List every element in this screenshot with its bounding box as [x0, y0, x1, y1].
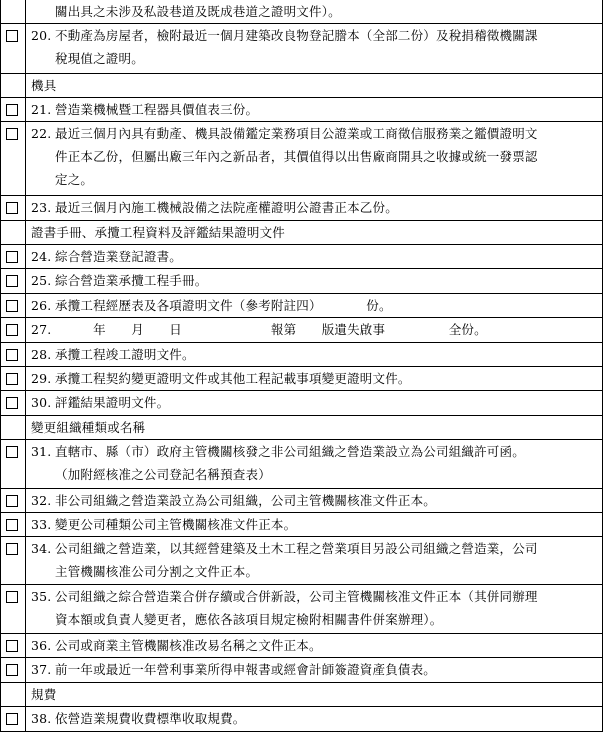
item-line-text: 公司或商業主管機關核准改易名稱之文件正本。: [55, 638, 322, 653]
checklist-item-row: [0, 537, 603, 585]
item-checkbox[interactable]: [6, 713, 18, 725]
item-line: [31, 634, 597, 657]
item-line: [31, 513, 597, 536]
item-checkbox[interactable]: [6, 519, 18, 531]
item-line-continued: [31, 168, 597, 191]
checklist-item-text: [31, 318, 597, 341]
checklist-item-row: [0, 24, 603, 74]
checklist-item-text: [31, 513, 597, 536]
checklist-item-text: [31, 367, 597, 390]
item-number: 38.: [31, 711, 52, 726]
checklist-item-row: [0, 196, 603, 221]
item-checkbox[interactable]: [6, 640, 18, 652]
item-line-text: 最近三個月內具有動產、機具設備鑑定業務項目公證業或工商徵信服務業之鑑價證明文: [55, 126, 538, 141]
section-heading-row: [0, 74, 603, 98]
item-number: 20.: [31, 28, 52, 43]
section-heading-row: [0, 221, 603, 245]
item-number: 35.: [31, 589, 52, 604]
item-line-continued: [31, 463, 597, 486]
checklist-item-row: [0, 585, 603, 634]
item-line-continued: [31, 145, 597, 168]
item-line: [31, 318, 597, 341]
item-line-text: 變更公司種類公司主管機關核准文件正本。: [55, 517, 297, 532]
item-number: 26.: [31, 298, 52, 313]
checklist-item-text: [31, 343, 597, 366]
item-checkbox[interactable]: [6, 251, 18, 263]
item-line-continued: [31, 608, 597, 631]
checklist-item-row: [0, 513, 603, 537]
item-line: [31, 489, 597, 512]
checklist-item-text: [31, 98, 597, 121]
item-line-text: 公司組織之綜合營造業合併存續或合併新設，公司主管機關核准文件正本（其併同辦理: [55, 589, 538, 604]
checklist-item-row: [0, 294, 603, 318]
item-line-text: 件正本乙份，但屬出廠三年內之新品者，其價值得以出售廠商開具之收據或統一發票認: [55, 149, 538, 164]
checklist-item-text: [31, 634, 597, 657]
checklist-item-text: [31, 24, 597, 70]
item-checkbox[interactable]: [6, 104, 18, 116]
section-heading-label: 規費: [31, 687, 57, 702]
section-heading: [31, 74, 597, 97]
item-number: 27.: [31, 322, 52, 337]
item-checkbox[interactable]: [6, 591, 18, 603]
checklist-item-text: [31, 658, 597, 681]
item-checkbox[interactable]: [6, 373, 18, 385]
item-line-text: 稅現值之證明。: [55, 51, 144, 66]
item-line: [31, 537, 597, 560]
checklist-item-row: [0, 440, 603, 489]
checklist-item-text: [31, 269, 597, 292]
section-heading: [31, 683, 597, 706]
item-number: 28.: [31, 347, 52, 362]
item-checkbox[interactable]: [6, 30, 18, 42]
checklist-item-row: [0, 391, 603, 416]
item-number: 23.: [31, 200, 52, 215]
checklist-item-row: [0, 245, 603, 269]
item-line: [31, 196, 597, 219]
item-line-text: 營造業機械暨工程器具價值表三份。: [55, 102, 259, 117]
item-line-text: 承攬工程經歷表及各項證明文件（參考附註四） 份。: [55, 298, 392, 313]
item-number: 31.: [31, 444, 52, 459]
item-checkbox[interactable]: [6, 543, 18, 555]
item-number: 22.: [31, 126, 52, 141]
item-number: 29.: [31, 371, 52, 386]
checklist-item-text: [31, 537, 597, 583]
item-checkbox[interactable]: [6, 397, 18, 409]
checklist-item-text: [31, 391, 597, 414]
item-checkbox[interactable]: [6, 324, 18, 336]
checklist-item-row: [0, 634, 603, 658]
section-heading: [31, 416, 597, 439]
item-line: [31, 122, 597, 145]
item-number: 33.: [31, 517, 52, 532]
item-line: [31, 24, 597, 47]
item-line-continued: [31, 47, 597, 70]
checklist-item-text: [31, 122, 597, 191]
section-heading-row: [0, 416, 603, 440]
item-line-text: 直轄市、縣（市）政府主管機關核發之非公司組織之營造業設立為公司組織許可函。: [55, 444, 525, 459]
item-checkbox[interactable]: [6, 495, 18, 507]
checklist-item-text: [31, 294, 597, 317]
item-checkbox[interactable]: [6, 300, 18, 312]
item-line: [31, 98, 597, 121]
item-line-text: 評鑑結果證明文件。: [55, 395, 170, 410]
item-line-text: 不動產為房屋者，檢附最近一個月建築改良物登記謄本（全部二份）及稅捐稽徵機關課: [55, 28, 538, 43]
item-line: [31, 367, 597, 390]
item-number: 25.: [31, 273, 52, 288]
item-line-text: 前一年或最近一年營利事業所得申報書或經會計師簽證資產負債表。: [55, 662, 437, 677]
item-number: 34.: [31, 541, 52, 556]
item-line-text: 承攬工程竣工證明文件。: [55, 347, 195, 362]
checklist-item-text: [31, 489, 597, 512]
item-line-text: 非公司組織之營造業設立為公司組織，公司主管機關核准文件正本。: [55, 493, 437, 508]
item-number: 30.: [31, 395, 52, 410]
item-line-text: 綜合營造業承攬工程手冊。: [55, 273, 208, 288]
checklist-item-text: [31, 707, 597, 730]
item-line: [31, 658, 597, 681]
checklist-item-text: [31, 196, 597, 219]
checklist-item-row: [0, 707, 603, 732]
checklist-item-row: [0, 489, 603, 513]
checklist-item-row: [0, 367, 603, 391]
checklist-item-row: [0, 122, 603, 196]
item-number: 24.: [31, 249, 52, 264]
item-number: 32.: [31, 493, 52, 508]
item-line-text: 承攬工程契約變更證明文件或其他工程記載事項變更證明文件。: [55, 371, 411, 386]
item-number: 36.: [31, 638, 52, 653]
item-line: [31, 343, 597, 366]
section-heading-label: 變更組織種類或名稱: [31, 420, 146, 435]
checklist-item-row: [0, 269, 603, 294]
item-number: 37.: [31, 662, 52, 677]
item-checkbox[interactable]: [6, 202, 18, 214]
checklist-item-row: [0, 318, 603, 343]
item-line: [31, 245, 597, 268]
section-heading-row: [0, 683, 603, 707]
checklist-item-text: [31, 585, 597, 631]
checklist-item-row: [0, 98, 603, 122]
item-line: [31, 440, 597, 463]
checklist-item-row: [0, 658, 603, 683]
item-line-text: 年 月 日 報第 版遺失啟事 全份。: [55, 322, 487, 337]
continuation-row: [0, 0, 603, 24]
item-checkbox[interactable]: [6, 128, 18, 140]
continuation-text: 關出具之未涉及私設巷道及既成巷道之證明文件）。: [55, 4, 341, 19]
item-checkbox[interactable]: [6, 664, 18, 676]
item-checkbox[interactable]: [6, 446, 18, 458]
item-number: 21.: [31, 102, 52, 117]
section-heading-label: 證書手冊、承攬工程資料及評鑑結果證明文件: [31, 225, 286, 240]
checklist-item-text: [31, 440, 597, 486]
checklist-item-text: [31, 245, 597, 268]
item-line-continued: [31, 560, 597, 583]
item-line: [31, 294, 597, 317]
checklist-item-row: [0, 343, 603, 367]
item-line-text: （加附經核准之公司登記名稱預查表）: [55, 467, 271, 482]
item-line: [31, 391, 597, 414]
item-line: [31, 585, 597, 608]
item-line-text: 主管機關核准公司分割之文件正本。: [55, 564, 259, 579]
item-checkbox[interactable]: [6, 275, 18, 287]
section-heading: [31, 221, 597, 244]
item-line-text: 綜合營造業登記證書。: [55, 249, 183, 264]
item-line: [31, 707, 597, 730]
section-heading-label: 機具: [31, 78, 57, 93]
item-line-text: 依營造業規費收費標準收取規費。: [55, 711, 246, 726]
item-line-text: 公司組織之營造業，以其經營建築及土木工程之營業項目另設公司組織之營造業，公司: [55, 541, 538, 556]
item-line-text: 最近三個月內施工機械設備之法院產權證明公證書正本乙份。: [55, 200, 398, 215]
item-line-text: 定之。: [55, 172, 94, 187]
item-line-text: 資本額或負責人變更者，應依各該項目規定檢附相關書件併案辦理）。: [55, 612, 443, 627]
item-checkbox[interactable]: [6, 349, 18, 361]
item-line: [31, 269, 597, 292]
